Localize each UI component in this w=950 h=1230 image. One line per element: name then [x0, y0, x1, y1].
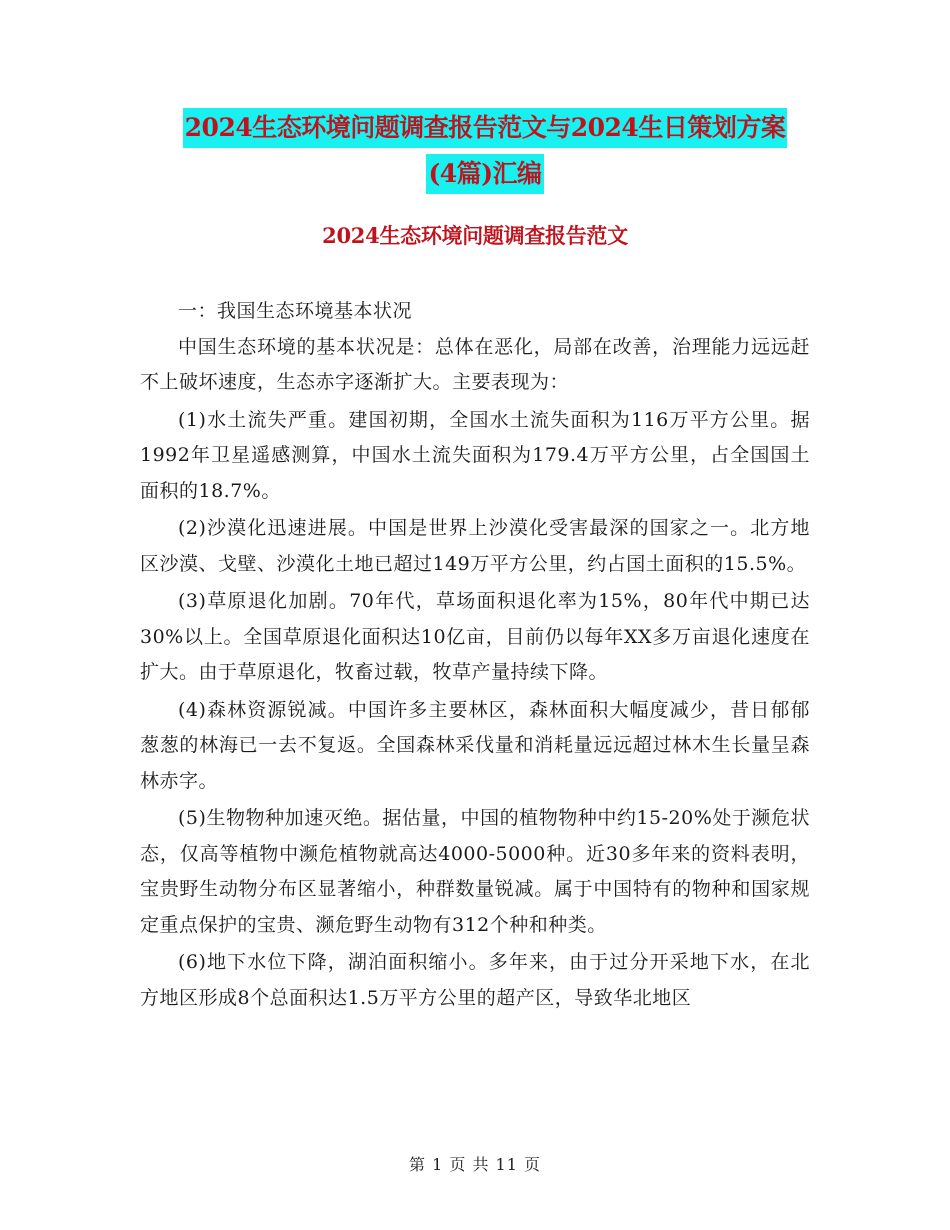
paragraph: (6)地下水位下降，湖泊面积缩小。多年来，由于过分开采地下水，在北方地区形成8个总面积达1.5万平方公里的超产区，导致华北地区: [140, 951, 810, 1009]
paragraph: 中国生态环境的基本状况是：总体在恶化，局部在改善，治理能力远远赶不上破坏速度，生态赤字逐渐扩大。主要表现为：: [140, 335, 810, 393]
title-line-1: 2024生态环境问题调查报告范文与2024生日策划方案: [183, 108, 788, 148]
document-title: [140, 108, 830, 194]
page-number: 第 1 页 共 11 页: [409, 1155, 541, 1174]
paragraph: (1)水土流失严重。建国初期，全国水土流失面积为116万平方公里。据1992年卫星遥感测算，中国水土流失面积为179.4万平方公里，占全国国土面积的18.7%。: [140, 408, 810, 502]
paragraph: (2)沙漠化迅速进展。中国是世界上沙漠化受害最深的国家之一。北方地区沙漠、戈壁、沙漠化土地已超过149万平方公里，约占国土面积的15.5%。: [140, 517, 810, 575]
section-subtitle: 2024生态环境问题调查报告范文: [322, 223, 628, 248]
paragraph: 一：我国生态环境基本状况: [178, 300, 413, 322]
paragraph: (5)生物物种加速灭绝。据估量，中国的植物物种中约15-20%处于濒危状态，仅高等植物中濒危植物就高达4000-5000种。近30多年来的资料表明，宝贵野生动物分布区显著缩小，种群数量锐减。属于中国特有的物种和国家规定重点保护的宝贵、濒危野生动物有312个种和种类。: [140, 807, 810, 936]
title-line-2: (4篇)汇编: [426, 154, 543, 194]
paragraph: (3)草原退化加剧。70年代，草场面积退化率为15%，80年代中期已达30%以上。全国草原退化面积达10亿亩，目前仍以每年XX多万亩退化速度在扩大。由于草原退化，牧畜过载，牧草产量持续下降。: [140, 590, 810, 683]
paragraph: (4)森林资源锐减。中国许多主要林区，森林面积大幅度减少，昔日郁郁葱葱的林海已一去不复返。全国森林采伐量和消耗量远远超过林木生长量呈森林赤字。: [140, 698, 810, 792]
document-body: [140, 294, 810, 1016]
